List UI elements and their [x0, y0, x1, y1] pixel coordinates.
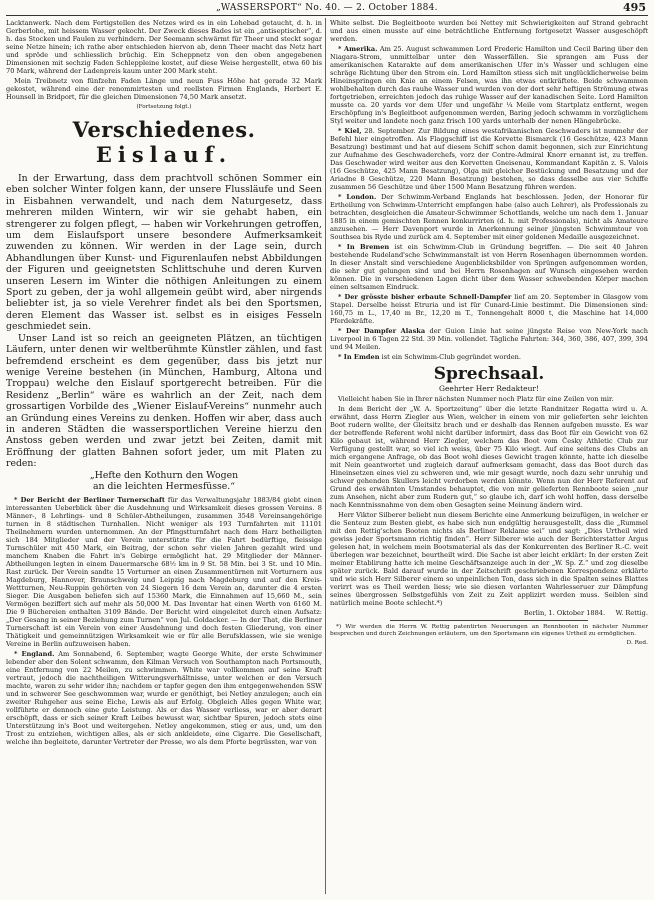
news-item-head: * In Bremen	[338, 243, 390, 251]
news-item-text: ist ein Schwimm-Club in Gründung begriffen. — Die seit 40 Jahren bestehende Rudeland'sche Schwimmanstalt ist von Herrn Rosenhagen übernommen worden. In dieser Anstalt sind verschiedene Augenblicksbilder von Sprüngen aufgenommen worden, die sehr gut gelungen sind und bei Herrn Rosenhagen auf Wunsch eingesehen werden können. Die in verschiedenen Lagen dicht über dem Wasser schwebenden Körper machen einen seltsamen Eindruck.	[330, 243, 648, 291]
page-header	[0, 0, 654, 18]
news-item-head: * Der Dampfer Alaska	[338, 327, 426, 335]
footnote-sign: D. Red.	[626, 640, 648, 646]
place-date: Berlin, 1. Oktober 1884.	[523, 609, 606, 617]
paragraph: Unser Land ist so reich an geeigneten Plätzen, an tüchtigen Läufern, unter denen wir weltberühmte Künstler zählen, und fast befremdend erscheint es dem gegenüber, dass bis jetzt nur wenige Vereine bestehen (in München, Hamburg, Altona und Troppau) welche den Eislauf sportgerecht betreiben. Für die Residenz „Berlin“ wäre es wahrlich an der Zeit, nach dem grossartigen Vorbilde des „Wiener Eislauf-Vereins“ nunmehr auch an Gründung eines Vereins zu denken. Hoffen wir aber, dass auch in anderen Städten die wassersportlichen Vereine hierzu den Anstoss geben werden und zwar jetzt bei Zeiten, damit mit Eröffnung der glatten Bahnen sofort jeder, um mit Platen zu reden:	[6, 332, 322, 470]
left-column	[6, 19, 322, 894]
news-item	[330, 327, 648, 351]
news-item-text: Der Schwimm-Verband Englands hat beschlossen. Jeden, der Honorar für Ertheilung von Schwimm-Unterricht empfangen habe (also auch Lehrer), als Professionals zu betrachten, desgleichen die Amateur-Schwimmer Schottlands, welche um nach dem 1. Januar 1885 in einem gemischten Rennen konkurrirten (d. h. mit Professionals), nicht als Amateure anzusehen. — Herr Davenport wurde in Anerkennung seiner jüngsten Schwimmtour von Southsea bis Ryde und zurück am 4. September mit einer goldenen Medaille ausgezeichnet.	[330, 193, 648, 241]
right-column	[330, 19, 648, 894]
verse-line: „Hefte den Kothurn den Wogen	[89, 469, 239, 481]
news-item-text: der Guion Linie hat seine jüngste Reise von New-York nach Liverpool in 6 Tagen 22 Std. 39 Min. vollendet. Tägliche Fahrten: 344, 360, 386, 407, 399, 394 und 94 Meilen.	[330, 327, 648, 351]
news-item	[330, 45, 648, 125]
news-item-text: für das Verwaltungsjahr 1883/84 giebt einen interessanten Ueberblick über die Ausdehnung und Wirksamkeit dieses grossen Vereins. 8 Männer-, 8 Lehrlings- und 8 Schüler-Abtheilungen, zusammen 3548 Vereinsangehörige turnen in 8 städtischen Turnhallen. Nicht weniger als 193 Turnfahrten mit 11101 Theilnehmern wurden unternommen. An der Pfingstturnfahrt nach dem Harz betheiligten sich 184 Mitglieder und der Verein unterstützte für die Fahrt bedürftige, fleissige Turnschüler mit 450 Mark, ein Beitrag, der schon sehr vielen Jahren gezahlt wird und manchem Knaben die Fahrt in's Gebirge ermöglicht hat. 29 Mitglieder der Männer-Abtheilungen legten in einem Dauermarsche 68½ km in 9 St. 58 Min. bei 3 St. und 10 Min. Rast zurück. Der Verein sandte 15 Vorturner an einen Zusammentürnen mit Vorturnern aus Magdeburg, Hannover, Braunschweig und Leipzig nach Magdeburg und auf den Kreis-Wettturnen, Neu-Ruppin gehörten von 24 Siegern 16 dem Verein an, darunter die 4 ersten Sieger. Die Ausgaben beliefen sich auf 15360 Mark, die Einnahmen auf 15,660 M., sein Vermögen beziffert sich auf mehr als 50,000 M. Das Inventar hat einen Werth von 6160 M. Die 9 Büchereien enthalten 3109 Bände. Der Bericht wird eingeleitet durch einen Aufsatz: „Der Gesang in seiner Beziehung zum Turnen“ von Jul. Goldacker. — In der That, die Berliner Turnerschaft ist ein Verein von einer Ausdehnung und doch festen Gliederung, von einer Thätigkeit und gemeinnützigen Wirksamkeit wie er für alle Berufsklassen, wie sie wenige Vereine in Berlin aufzuweisen haben.	[6, 495, 322, 648]
footnote-rule	[390, 620, 588, 621]
news-item-head: * In Emden	[338, 353, 380, 361]
news-item-head: * Der Bericht der Berliner Turnerschaft	[14, 495, 165, 504]
news-item	[330, 293, 648, 325]
news-item-text: lief am 20. September in Glasgow vom Stapel. Derselbe heisst Etruria und ist für Cunard-Linie bestimmt. Die Dimensionen sind: 160,75 m L., 17,40 m Br., 12,20 m T., Tonnengehalt 8000 t, die Maschine hat 14,000 Pferdekräfte.	[330, 293, 648, 325]
news-item	[330, 127, 648, 191]
journal-title: „WASSERSPORT“ No. 40. — 2. October 1884.	[216, 3, 438, 13]
article-continuation: Mein Treibnetz von fünfzehn Faden Länge und neun Fuss Höhe hat gerade 32 Mark gekostet, während eine der renommirtesten und reellsten Firmen Englands, Herbert E. Hounsell in Bridport, für die gleichen Dimensionen 74,50 Mark ansetzt.	[6, 77, 322, 101]
verse-quote	[6, 470, 322, 492]
article-continuation: Lacktanwerk. Nach dem Fertigstellen des Netzes wird es in ein Lohebad getaucht, d. h. in Gerberlohe, mit heissem Wasser gekocht. Der Zweck dieses Bades ist ein „antiseptischer“, d. h. das Stocken und Faulen zu verhindern. Der Seemann schwärmt für Theer und steckt sogar seine Netze hinein; ich rathe aber entschieden hiervon ab, denn Theer macht das Netz hart und spröde und schliesslich brüchig. Ein Scheppnetz von den oben angegebenen Dimensionen mit sechzig Faden Schleppleine kostet, auf diese Weise hergestellt, etwa 60 bis 70 Mark, während der Ladenpreis kaum unter 200 Mark steht.	[6, 19, 322, 75]
news-item	[330, 243, 648, 291]
article-title: Eislauf.	[95, 142, 233, 167]
letter-paragraph: Herr Viktor Silberer beliebt nun diesem Berichte eine Anmerkung beizufügen, in welcher er die Senteuz zum Besten giebt, es habe sich nun endgültig herausgestellt, dass die „Rummel mit den Rettig'schen Booten nichts als Berliner Reklame sei“ und sagt: „Dies Urtheil wird gewiss jeder Sportsmann richtig finden“. Herr Silberer wie auch der Berichterstatter Argus gelesen hat, in welchem mein Bootsmaterial als das der Konkurrenten des Berliner R.-C. weit überlegen war bezeichnet, beurtheilt wird. Die Sache ist aber leicht erklärt: In der ersten Zeit meiner Etablirung hatte ich meine Geschäftsanzeige auch in der „W. Sp. Z.“ und zog dieselbe später zurück. Bald darauf wurde in der Zeitschrift geschriebenen Korrespondenz erklärte und wie sich Herr Silberer einem so unpeinlichen Ton, dass sich in die Spalten seines Blattes verirrt was es Theil werden liess; wie sie diesen vorlanten Wahrlesseruer zur Dämpfung seines übergrossen Selbstgefühls von Zeit zu Zeit applizirt werden muss. Seiblen sind natürlich meine Boote schlecht.*)	[330, 511, 648, 607]
article-continuation: White selbst. Die Begleitboote wurden bei Nettey mit Schwierigkeiten auf Strand gebracht und aus einen musste auf eine beträchtliche Entfernung fortgesetzt Wasser ausgeschöpft werden.	[330, 19, 648, 43]
paragraph: In der Erwartung, dass dem prachtvoll schönen Sommer ein eben solcher Winter folgen kann, der unsere Flussläufe und Seen in Eisbahnen verwandelt, und nach dem Naturgesetz, dass mehreren milden Wintern, wir wir sie gehabt haben, ein strengerer zu folgen pflegt, — haben wir Vorkehrungen getroffen, um dem Eislaufsport unsere besondere Aufmerksamkeit zuwenden zu können. Wir werden in der Lage sein, durch Abhandlungen über Kunst- und Figurenlaufen nebst Abbildungen der Figuren und geeignetsten Schlittschuhe und deren Kurven unseren Lesern im Winter die nöthigen Anleitungen zu einem Sport zu geben, der ja wohl allgemein geübt wird, aber nirgends beliebter ist, ja so viele Verehrer findet als bei den Sportsmen, deren Element das Wasser ist. selbst es in eisiges Fesseln geschmiedet sein.	[6, 173, 322, 333]
news-item-text: Am Sonnabend, 6. September, wagte George White, der erste Schwimmer lebender aber den Solent schwamm, den Kilman Versuch von Southampton nach Portsmouth, eine Entfernung von 22 Meilen, zu schwimmen. White war vollkommen auf seine Kraft vertraut, jedoch die nachtheiligen Witterungsverhältnisse, unter welchen er den Versuch machte, waren zu sehr wider ihn; nachdem er tapfer gegen den ihm entgegenwehenden SSW und in schwerer See geschwommen war, wurde er genöthigt, bei Netley anzulegen; auch ein zweiter Ruhgeher aus seine Eiche, Lewis als auf Erfolg. Obgleich Alles gegen White war, vollführte er dennoch eine gute Leistung. Als er das Wasser verliess, war er aber derart erschöpft, dass er sich seiner Kraft Leibes bewusst war, sichtbar Spuren, jedoch stets eine Unterstützung in's Boot und weitergehen. Netley angekommen, stieg er aus, und, um den Trost zu entziehen, wichtigen alles, als er sich ankleidete, eine Cigarre. Die Gesellschaft, welche ihn begleitete, darunter Vertreter der Presse, wo als dem Pforte begrüssten, war von	[6, 649, 322, 746]
news-item	[330, 353, 648, 361]
verse-line: an die leichten Hermesfüsse.“	[92, 480, 235, 492]
news-item-head: * Amerika.	[338, 45, 378, 53]
news-item-head: * London.	[338, 193, 377, 201]
header-rule	[6, 15, 648, 16]
news-item-head: * England.	[14, 649, 55, 658]
page-number: 495	[623, 1, 646, 14]
letter-paragraph: In dem Bericht der „W. A. Sportzeitung“ über die letzte Randnitzer Regatta wird u. A. erwähnt, dass Herrn Ziegler aus Wien, welcher in einem von mir gelieferten sehr leichten Boot rudern wollte, der Gleitsitz brach und er deshalb das Rennen aufgeben musste. Es war der betreffende Referent wohl nicht darüber informirt, dass das Boot für ein Gewicht von 62 Kilo gebaut ist, während Herr Ziegler, welchem das Boot vom Česky Athletic Club zur Verfügung gestellt war, so viel ich weiss, über 75 Kilo wiegt. Auf eine seitens des Clubs an mich ergangene Anfrage, ob das Boot wohl dieses Gewicht tragen könnte, hatte ich dieselbe mit Nein geantwortet und zugleich darauf aufmerksam gemacht, dass das Boot durch das Hineinsetzen eines viel zu schweren und, wie mir gesagt wurde, noch dazu sehr unruhig und schwer gehenden Skullers leicht verdorben werden könnte. Wenn nun der Herr Referent auf Grund des erwähnten Umstandes behauptet, die von mir gelieferten Rennboote seien „nur zum Ansehen, nicht aber zum Rudern gut,“ so glaube ich, darf ich wohl hoffen, dass derselbe nach Kenntnissnahme von dem oben Gesagten seine Meinung ändern wird.	[330, 405, 648, 509]
salutation: Geehrter Herr Redakteur!	[438, 384, 540, 393]
continued-note: (Fortsetzung folgt.)	[136, 104, 192, 110]
news-item	[330, 193, 648, 241]
eislauf-article	[6, 173, 322, 470]
editorial-footnote	[330, 624, 648, 647]
news-item-head: * Kiel,	[338, 127, 362, 135]
news-item-text: ist ein Schwimm-Club gegründet worden.	[381, 353, 521, 361]
news-item-head: * Der grösste bisher erbaute Schnell-Dampfer	[338, 293, 512, 301]
news-item	[6, 496, 322, 648]
column-divider	[325, 18, 326, 894]
section-title: Verschiedenes.	[72, 117, 256, 142]
letter-paragraph: Vielleicht haben Sie in Ihrer nächsten Nummer noch Platz für eine Zeilen von mir.	[338, 395, 614, 403]
news-item-text: Am 25. August schwammen Lord Frederic Hamilton und Cecil Baring über den Niagara-Strom, unmittelbar unter den Wasserfällen. Sie sprangen am Fuss der amerikanischen Katarakte auf dem amerikanischen Ufer in's Wasser und schlugen eine schräge Richtung über den Strom ein. Lord Hamilton stiess sich mit unglücklicherweise beim Hineinspringen ein Knie an einem Felsen, was ihn etwas entkräftete. Beide schwammen wohlbehalten durch das rauhe Wasser und wurden von der dort sehr heftigen Strömung etwas fortgetrieben, erreichten jedoch das ruhige Wasser auf der kanadischen Seite. Lord Hamilton musste ca. 20 yards vor dem Ufer und ungefähr ¼ Meile vom Startplatz entfernt, wegen Erschöpfung in's Begleitboot aufgenommen werden, Baring jedoch schwamm in vorzüglichem Styl weiter und landete noch ganz frisch 100 yards unterhalb der nenen Hängebrücke.	[330, 45, 648, 125]
letter-signoff	[330, 609, 648, 617]
footnote-text: *) Wir werden die Herrn W. Rettig patentirten Neuerungen an Rennbooten in nächster Nummer besprechen und durch Zeichnungen erläutern, um den Sportsmann ein eigenes Urtheil zu ermöglichen.	[330, 624, 648, 637]
sprechsaal-title: Sprechsaal.	[433, 364, 545, 384]
news-item	[6, 650, 322, 746]
signature: W. Rettig.	[615, 609, 648, 617]
news-item-text: 28. September. Zur Bildung eines westafrikanischen Geschwaders ist nunmehr der Befehl hier eingetroffen. Als Flaggschiff ist die Korvette Bismarck (16 Geschütze, 423 Mann Besatzung) bestimmt und hat auf diesem Schiff schon damit begonnen, sich zur Einrichtung zur Aufnahme des Geschwaderchefs, vorz der Contre-Admiral Knorr ernannt ist, zu treffen. Das Geschwader wird weiter aus den Korvetten Gneisenau, Kommandant Kapitän z. S. Valois (16 Geschütze, 425 Mann Besatzung), Olga mit gleicher Bestückung und Besatzung und der Ariadne 8 Geschütze, 220 Mann Besatzung) bestehen, so dass dasselbe aus vier Schiffe zusammen 56 Geschütze und über 1500 Mann Besatzung führen werden.	[330, 127, 648, 191]
